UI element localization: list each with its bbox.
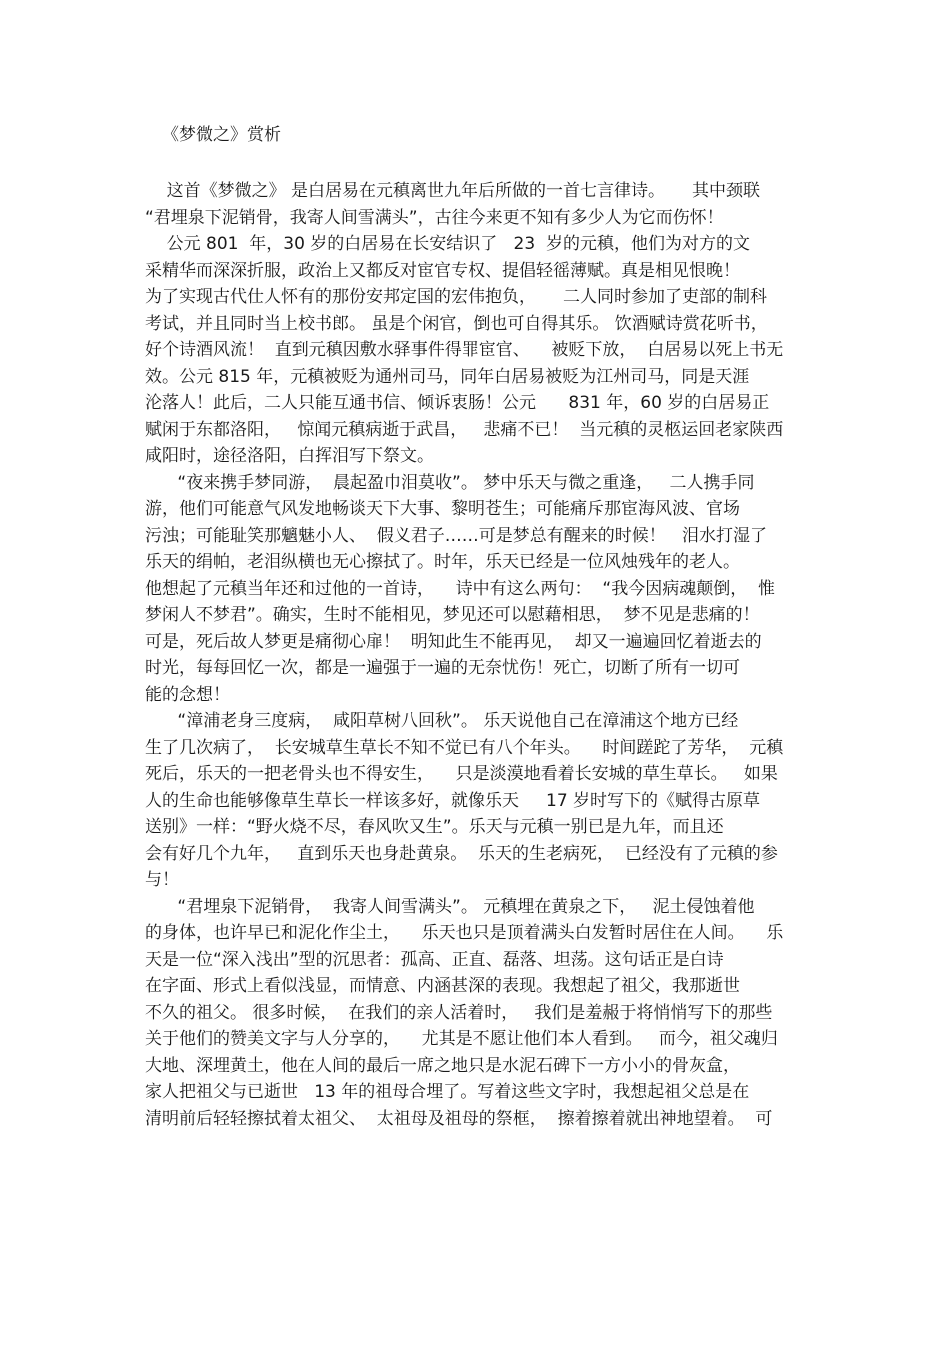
- text-line: 为了实现古代仕人怀有的那份安邦定国的宏伟抱负， 二人同时参加了吏部的制科: [145, 287, 768, 307]
- text-line: “君埋泉下泥销骨， 我寄人间雪满头”。 元稹埋在黄泉之下， 泥土侵蚀着他: [145, 896, 755, 917]
- text-line: 清明前后轻轻擦拭着太祖父、 太祖母及祖母的祭框， 擦着擦着就出神地望着。 可: [145, 1108, 773, 1129]
- text-line: “漳浦老身三度病， 咸阳草树八回秋”。 乐天说他自己在漳浦这个地方已经: [145, 711, 739, 731]
- text-line: 咸阳时，途径洛阳，白挥泪写下祭文。: [145, 446, 434, 466]
- text-line: 在字面、形式上看似浅显，而情意、内涵甚深的表现。我想起了祖父，我那逝世: [145, 976, 740, 996]
- text-line: 他想起了元稹当年还和过他的一首诗， 诗中有这么两句： “我今因病魂颠倒， 惟: [145, 578, 776, 599]
- text-line: 与！: [145, 870, 179, 890]
- text-line: 天是一位“深入浅出”型的沉思者：孤高、正直、磊落、坦荡。这句话正是白诗: [145, 949, 724, 970]
- text-line: 时光，每每回忆一次，都是一遍强于一遍的无奈忧伤！死亡，切断了所有一切可: [145, 658, 740, 678]
- text-line: 可是，死后故人梦更是痛彻心扉！ 明知此生不能再见， 却又一遍遍回忆着逝去的: [145, 631, 762, 652]
- text-line: 沦落人！此后，二人只能互通书信、倾诉衷肠！公元 831 年，60 岁的白居易正: [145, 393, 770, 413]
- text-line: 死后，乐天的一把老骨头也不得安生， 只是淡漠地看着长安城的草生草长。 如果: [145, 764, 778, 784]
- text-line: “君埋泉下泥销骨，我寄人间雪满头”，古往今来更不知有多少人为它而伤怀！: [145, 207, 724, 228]
- text-line: 这首《梦微之》 是白居易在元稹离世九年后所做的一首七言律诗。 其中颈联: [145, 181, 761, 201]
- text-line: 赋闲于东都洛阳， 惊闻元稹病逝于武昌， 悲痛不已！ 当元稹的灵柩运回老家陕西: [145, 419, 784, 440]
- document-body: [145, 178, 810, 1132]
- text-line: 大地、深埋黄土，他在人间的最后一席之地只是水泥石碑下一方小小的骨灰盒，: [145, 1055, 740, 1076]
- text-line: 的身体，也许早已和泥化作尘土， 乐天也只是顶着满头白发暂时居住在人间。 乐: [145, 923, 784, 943]
- text-line: 考试，并且同时当上校书郎。 虽是个闲官，倒也可自得其乐。 饮酒赋诗赏花听书，: [145, 313, 768, 334]
- text-line: 游，他们可能意气风发地畅谈天下大事、黎明苍生；可能痛斥那宦海风波、官场: [145, 499, 740, 519]
- document-title: 《梦微之》赏析: [162, 125, 281, 145]
- text-line: 公元 801 年，30 岁的白居易在长安结识了 23 岁的元稹，他们为对方的文: [145, 234, 750, 254]
- text-line: 梦闲人不梦君”。确实，生时不能相见，梦见还可以慰藉相思， 梦不见是悲痛的！: [145, 605, 760, 625]
- text-line: 乐天的绢帕，老泪纵横也无心擦拭了。时年，乐天已经是一位风烛残年的老人。: [145, 552, 740, 572]
- text-line: 人的生命也能够像草生草长一样该多好，就像乐天 17 岁时写下的《赋得古原草: [145, 790, 761, 811]
- text-line: 生了几次病了， 长安城草生草长不知不觉已有八个年头。 时间蹉跎了芳华， 元稹: [145, 737, 784, 758]
- text-line: 好个诗酒风流！ 直到元稹因敷水驿事件得罪宦官、 被贬下放， 白居易以死上书无: [145, 340, 784, 360]
- text-line: 关于他们的赞美文字与人分享的， 尤其是不愿让他们本人看到。 而今，祖父魂归: [145, 1029, 778, 1049]
- text-line: 效。公元 815 年，元稹被贬为通州司马，同年白居易被贬为江州司马，同是天涯: [145, 366, 750, 387]
- text-line: 不久的祖父。 很多时候， 在我们的亲人活着时， 我们是羞赧于将悄悄写下的那些: [145, 1002, 773, 1023]
- text-line: 能的念想！: [145, 684, 230, 705]
- text-line: 送别》一样：“野火烧不尽，春风吹又生”。乐天与元稹一别已是九年，而且还: [145, 817, 724, 837]
- text-line: 会有好几个九年， 直到乐天也身赴黄泉。 乐天的生老病死， 已经没有了元稹的参: [145, 843, 778, 864]
- text-line: “夜来携手梦同游， 晨起盈巾泪莫收”。 梦中乐天与微之重逢， 二人携手同: [145, 472, 755, 493]
- text-line: 污浊；可能耻笑那魑魅小人、 假义君子……可是梦总有醒来的时候！ 泪水打湿了: [145, 525, 768, 546]
- text-line: 家人把祖父与已逝世 13 年的祖母合埋了。写着这些文字时，我想起祖父总是在: [145, 1082, 750, 1102]
- text-line: 采精华而深深折服，政治上又都反对宦官专权、提倡轻徭薄赋。真是相见恨晚！: [145, 260, 740, 281]
